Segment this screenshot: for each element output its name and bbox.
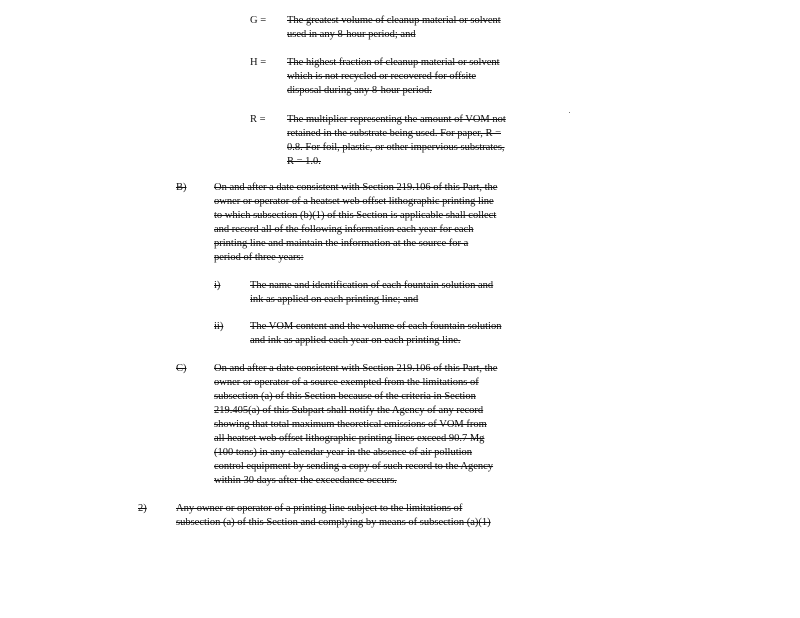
item-label-ii: ii) bbox=[214, 321, 224, 332]
definition-label-r: R = bbox=[250, 114, 266, 125]
paragraph-text-c: On and after a date consistent with Section 219.106 of this Part, the owner or operator of a source exempted from the limitations of subsection (a) of this Section because of the criteria in Section 219.405(a) of this Subpart shall notify the Agency of any record showing that total maximum theoretical emissions of VOM from all heatset web offset lithographic printing lines exceed 90.7 Mg (100 tons) in any calendar year in the absence of air pollution control equipment by sending a copy of such record to the Agency within 30 days after the exceedance occurs. bbox=[214, 363, 498, 486]
definition-text-g: The greatest volume of cleanup material or solvent used in any 8-hour period; and bbox=[287, 15, 501, 40]
definition-text-h: The highest fraction of cleanup material or solvent which is not recycled or recovered for offsite disposal during any 8-hour period. bbox=[287, 57, 500, 96]
paragraph-label-b: B) bbox=[176, 182, 187, 193]
paragraph-label-c: C) bbox=[176, 363, 187, 374]
definition-text-r: The multiplier representing the amount of VOM not retained in the substrate being used. For paper, R = 0.8. For foil, plastic, or other impervious substrates, R = 1.0. bbox=[287, 114, 506, 167]
paragraph-text-b: On and after a date consistent with Section 219.106 of this Part, the owner or operator of a heatset web offset lithographic printing line to which subsection (b)(1) of this Section is applicable shall collect and record all of the following information each year for each printing line and maintain the information at the source for a period of three years: bbox=[214, 182, 498, 263]
item-label-i: i) bbox=[214, 280, 221, 291]
definition-label-g: G = bbox=[250, 15, 267, 26]
speck bbox=[569, 112, 570, 113]
item-text-i: The name and identification of each fountain solution and ink as applied on each printing line; and bbox=[250, 280, 494, 305]
paragraph-label-2: 2) bbox=[138, 503, 147, 514]
item-text-ii: The VOM content and the volume of each fountain solution and ink as applied each year on each printing line. bbox=[250, 321, 502, 346]
paragraph-text-2: Any owner or operator of a printing line subject to the limitations of subsection (a) of this Section and complying by means of subsection (a)(1) bbox=[176, 503, 491, 528]
definition-label-h: H = bbox=[250, 57, 267, 68]
